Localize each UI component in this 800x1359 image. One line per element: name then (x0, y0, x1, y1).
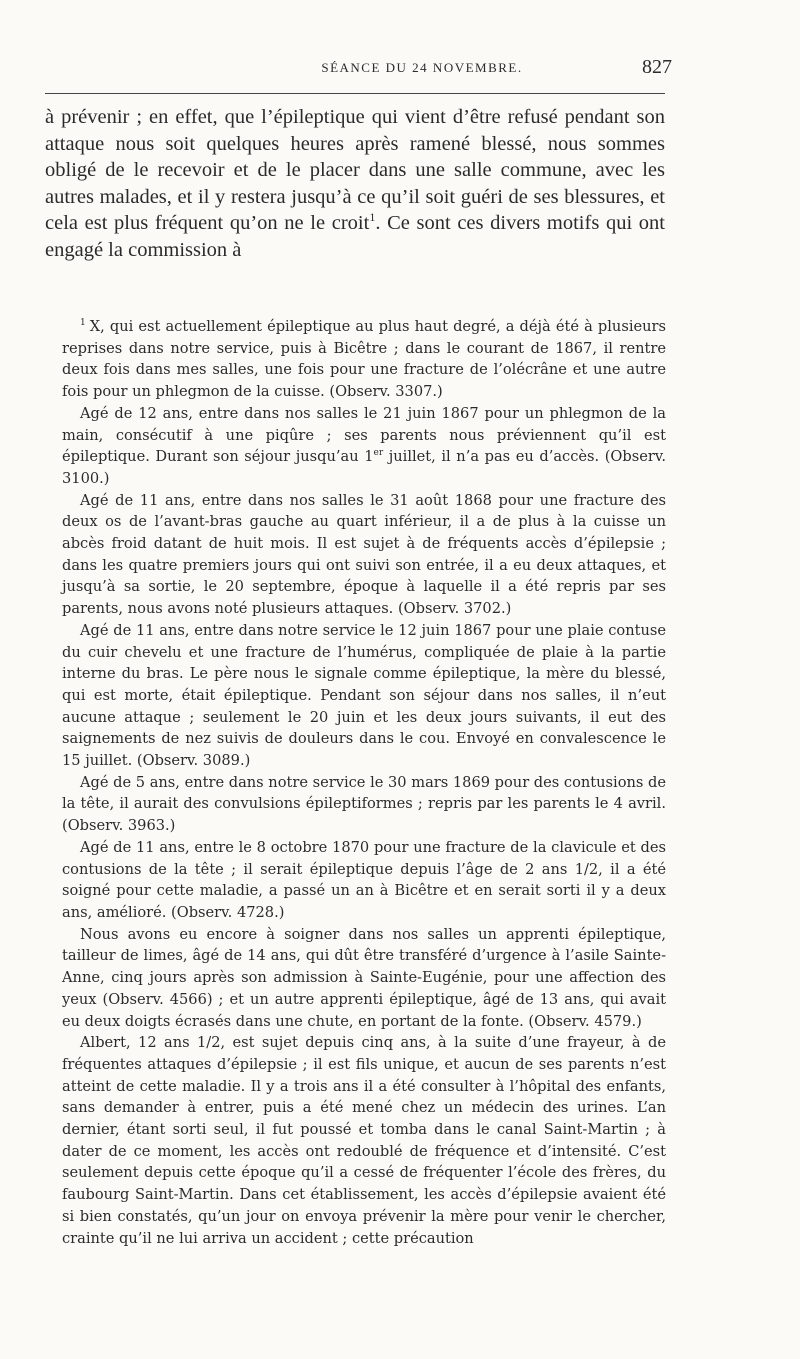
footnote-text: Albert, 12 ans 1/2, est sujet depuis cinq ans, à la suite d’une frayeur, à de fréquentes attaques d’épilepsie ; il est fils unique, et aucun de ses parents n’est atteint de cette maladie. Il y a trois ans il a été consulter à l’hôpital des enfants, sans demander à entrer, puis a été mené chez un médecin des urines. L’an dernier, étant sorti seul, il fut poussé et tomba dans le canal Saint-Martin ; à dater de ce moment, les accès ont redoublé de fréquence et d’intensité. C’est seulement depuis cette époque qu’il a cessé de fréquenter l’école des frères, du faubourg Saint-Martin. Dans cet établissement, les accès d’épilepsie avaient été si bien constatés, qu’un jour on envoya prévenir la mère pour venir le chercher, crainte qu’il ne lui arriva un accident ; cette précaution (62, 1034, 666, 1247)
footnote-paragraph (62, 490, 666, 620)
footnote-reference: 1 (369, 210, 376, 225)
page-number: 827 (642, 56, 672, 78)
footnote-paragraph (62, 924, 666, 1033)
footnote-paragraph (62, 620, 666, 772)
footnote-superscript: er (373, 448, 384, 459)
main-text (45, 104, 665, 263)
header-rule (45, 93, 665, 94)
footnote-paragraph (62, 1032, 666, 1249)
footnote-marker: 1 (80, 318, 86, 329)
footnote-text: Nous avons eu encore à soigner dans nos salles un apprenti épileptique, tailleur de limes, âgé de 14 ans, qui dût être transféré d’urgence à l’asile Sainte-Anne, cinq jours après son admission à Sainte-Eugénie, pour une affection des yeux (Observ. 4566) ; et un autre apprenti épileptique, âgé de 13 ans, qui avait eu deux doigts écrasés dans une chute, en portant de la fonte. (Observ. 4579.) (62, 925, 666, 1030)
footnote-text-end: juillet, il n’a pas eu d’accès. (Observ. 3100.) (62, 448, 666, 487)
footnote-text: Agé de 11 ans, entre dans notre service le 12 juin 1867 pour une plaie contuse du cuir chevelu et une fracture de l’humérus, compliquée de plaie à la partie interne du bras. Le père nous le signale comme épileptique, la mère du blessé, qui est morte, était épileptique. Pendant son séjour dans nos salles, il n’eut aucune attaque ; seulement le 20 juin et les deux jours suivants, il eut des saignements de nez suivis de douleurs dans le cou. Envoyé en convalescence le 15 juillet. (Observ. 3089.) (62, 621, 666, 770)
main-paragraph-text: à prévenir ; en effet, que l’épileptique qui vient d’être refusé pendant son attaque nous soit quelques heures après ramené blessé, nous sommes obligé de le recevoir et de le placer dans une salle commune, avec les autres malades, et il y restera jusqu’à ce qu’il soit guéri de ses blessures, et cela est plus fréquent qu’on ne le croit (45, 106, 665, 234)
main-paragraph-text-end: . Ce sont ces divers motifs qui ont engagé la commission à (45, 212, 665, 261)
footnote-paragraph (62, 403, 666, 490)
footnote-text: X, qui est actuellement épileptique au plus haut degré, a déjà été à plusieurs reprises dans notre service, puis à Bicêtre ; dans le courant de 1867, il rentre deux fois dans mes salles, une fois pour une fracture de l’olécrâne et une autre fois pour un phlegmon de la cuisse. (Observ. 3307.) (62, 318, 666, 401)
footnote-text: Agé de 11 ans, entre dans nos salles le 31 août 1868 pour une fracture des deux os de l’avant-bras gauche au quart inférieur, il a de plus à la cuisse un abcès froid datant de huit mois. Il est sujet à de fréquents accès d’épilepsie ; dans les quatre premiers jours qui ont suivi son entrée, il a eu deux attaques, et jusqu’à sa sortie, le 20 septembre, époque à laquelle il a été repris par ses parents, nous avons noté plusieurs attaques. (Observ. 3702.) (62, 491, 666, 618)
page-header (172, 56, 672, 86)
footnote-paragraph (62, 772, 666, 837)
footnote-paragraph (62, 316, 666, 403)
footnote-text: Agé de 11 ans, entre le 8 octobre 1870 pour une fracture de la clavicule et des contusions de la tête ; il serait épileptique depuis l’âge de 2 ans 1/2, il a été soigné pour cette maladie, a passé un an à Bicêtre et en serait sorti il y a deux ans, amélioré. (Observ. 4728.) (62, 838, 666, 921)
main-paragraph (45, 104, 665, 263)
footnote-paragraph (62, 837, 666, 924)
footnote-text: Agé de 5 ans, entre dans notre service le 30 mars 1869 pour des contusions de la tête, il aurait des convulsions épileptiformes ; repris par les parents le 4 avril. (Observ. 3963.) (62, 773, 666, 835)
footnote-text: Agé de 12 ans, entre dans nos salles le 21 juin 1867 pour un phlegmon de la main, consécutif à une piqûre ; ses parents nous préviennent qu’il est épileptique. Durant son séjour jusqu’au (62, 404, 666, 466)
footnote-sup-prefix: 1 (364, 448, 374, 466)
footnotes (62, 316, 666, 1249)
running-title: SÉANCE DU 24 NOVEMBRE. (321, 60, 523, 75)
